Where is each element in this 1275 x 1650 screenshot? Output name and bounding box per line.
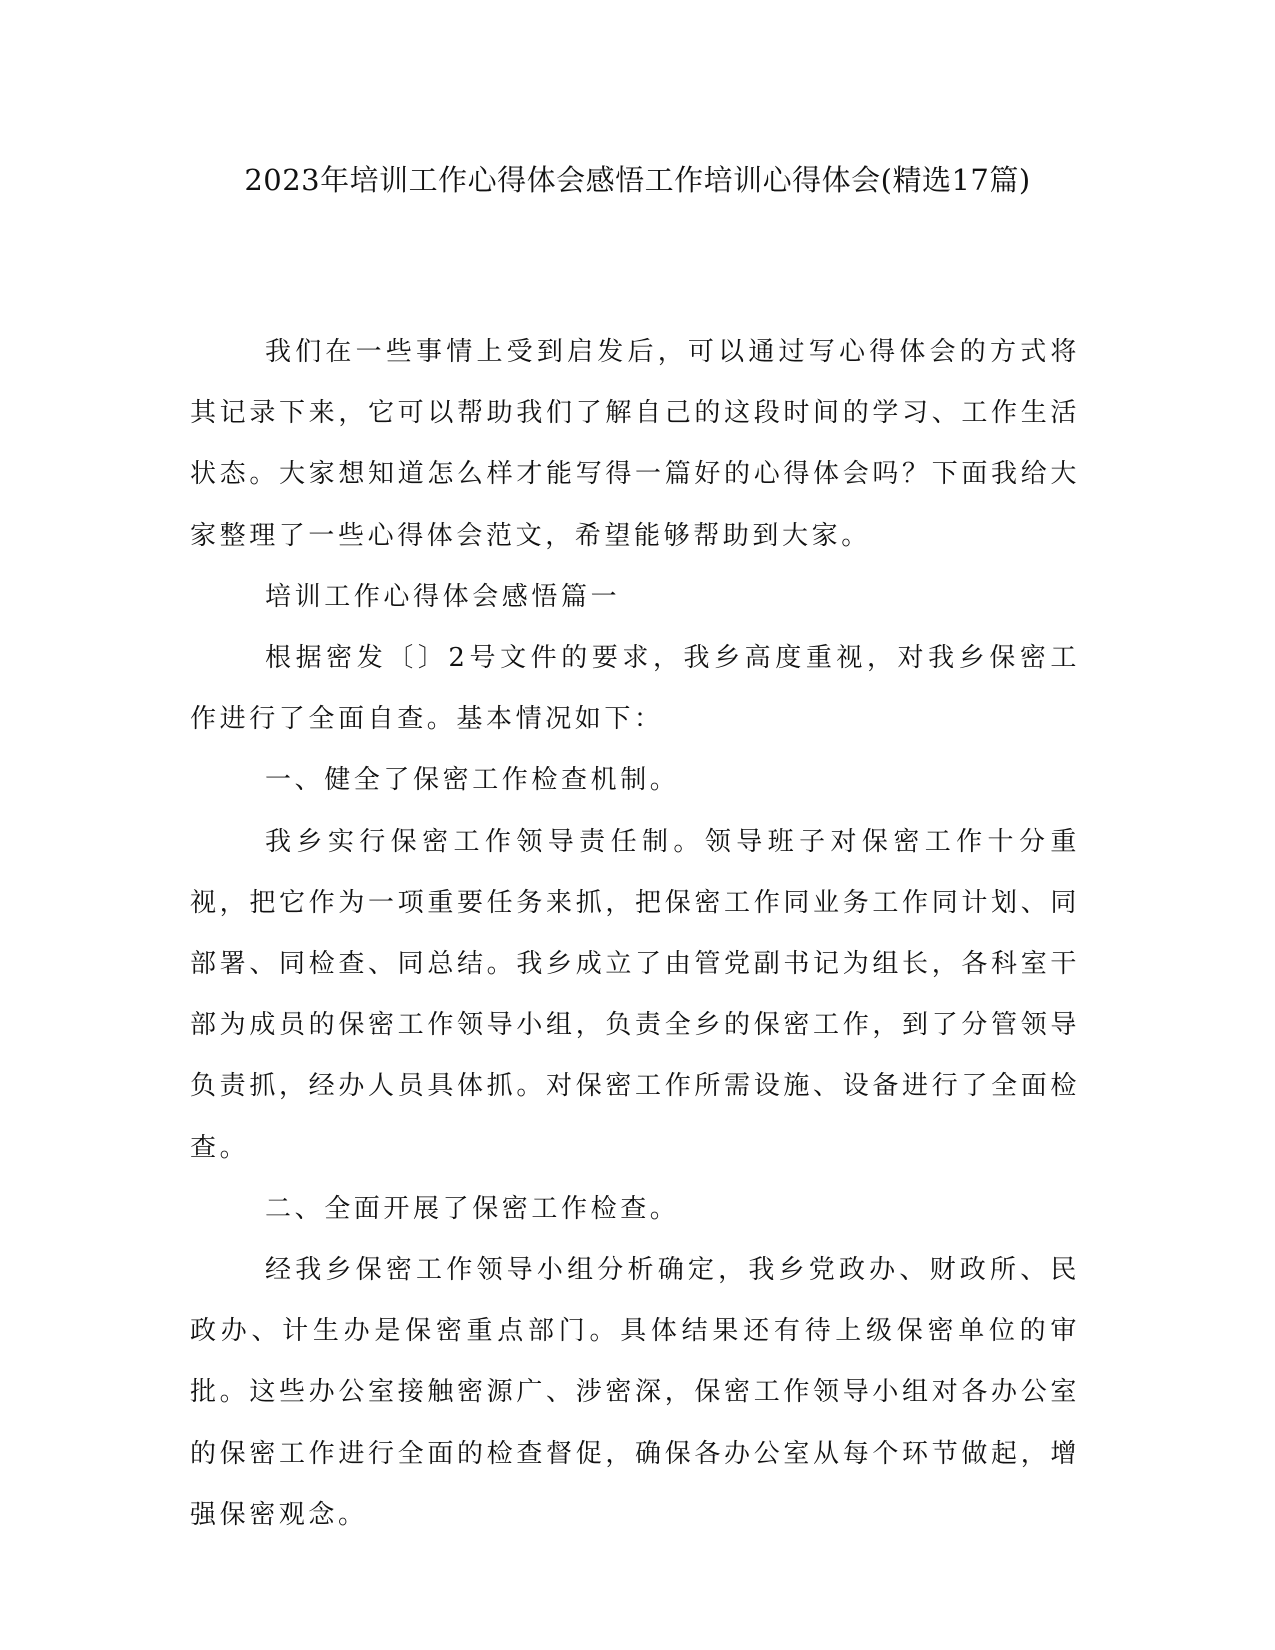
paragraph-background: 根据密发〔〕2号文件的要求，我乡高度重视，对我乡保密工作进行了全面自查。基本情况如下： [190,643,1080,735]
section-heading-part-one: 培训工作心得体会感悟篇一 [265,581,621,612]
paragraph-responsibility: 我乡实行保密工作领导责任制。领导班子对保密工作十分重视，把它作为一项重要任务来抓，把保密工作同业务工作同计划、同部署、同检查、同总结。我乡成立了由管党副书记为组长，各科室干部为成员的保密工作领导小组，负责全乡的保密工作，到了分管领导负责抓，经办人员具体抓。对保密工作所需设施、设备进行了全面检查。 [190,826,1080,1163]
document-body [190,322,1080,1546]
subheading-two: 二、全面开展了保密工作检查。 [265,1193,680,1224]
document-title: 2023年培训工作心得体会感悟工作培训心得体会(精选17篇) [244,163,1031,197]
paragraph-inspection: 经我乡保密工作领导小组分析确定，我乡党政办、财政所、民政办、计生办是保密重点部门。具体结果还有待上级保密单位的审批。这些办公室接触密源广、涉密深，保密工作领导小组对各办公室的保密工作进行全面的检查督促，确保各办公室从每个环节做起，增强保密观念。 [190,1255,1080,1530]
paragraph-intro: 我们在一些事情上受到启发后，可以通过写心得体会的方式将其记录下来，它可以帮助我们了解自己的这段时间的学习、工作生活状态。大家想知道怎么样才能写得一篇好的心得体会吗？下面我给大家整理了一些心得体会范文，希望能够帮助到大家。 [190,337,1080,551]
subheading-one: 一、健全了保密工作检查机制。 [265,765,680,796]
